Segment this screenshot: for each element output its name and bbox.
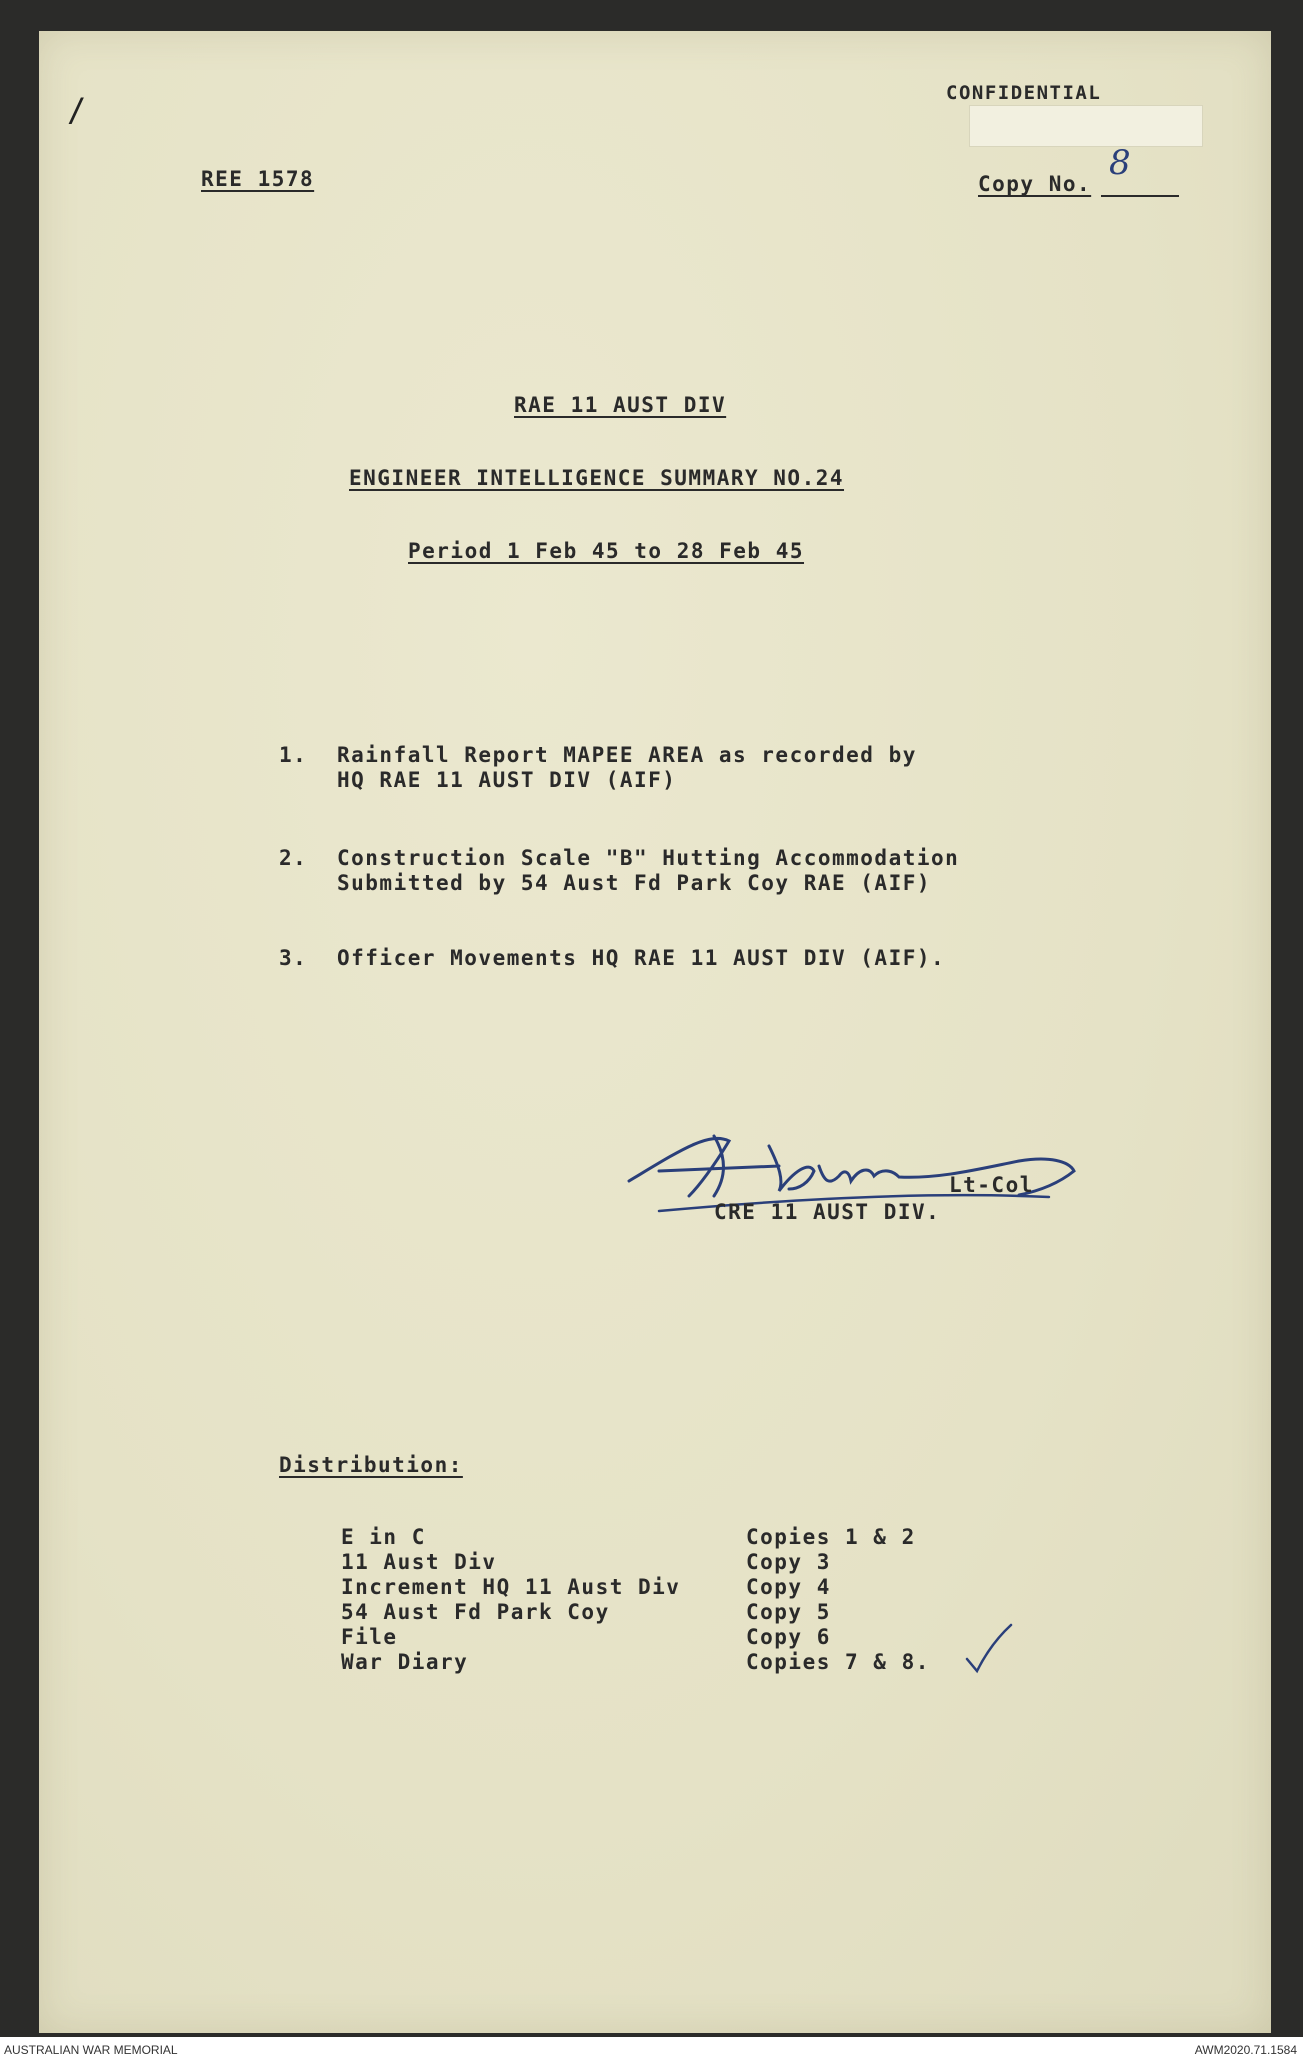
distribution-copies: Copy 5: [746, 1600, 831, 1624]
list-item-number: 1.: [279, 743, 308, 767]
distribution-heading: Distribution:: [279, 1453, 463, 1477]
table-row: [341, 1550, 1041, 1576]
list-item-line: Construction Scale "B" Hutting Accommodation: [337, 846, 960, 870]
distribution-recipient: 54 Aust Fd Park Coy: [341, 1600, 610, 1624]
distribution-recipient: 11 Aust Div: [341, 1550, 497, 1574]
document-page: [39, 31, 1271, 2033]
reference-number: REE 1578: [201, 167, 315, 191]
classification-label-box: [969, 105, 1203, 147]
distribution-copies: Copies 1 & 2: [746, 1525, 916, 1549]
list-item-line: Rainfall Report MAPEE AREA as recorded by: [337, 743, 917, 767]
signatory-rank: Lt-Col: [949, 1173, 1034, 1197]
distribution-copies: Copy 6: [746, 1625, 831, 1649]
title-summary: ENGINEER INTELLIGENCE SUMMARY NO.24: [349, 466, 845, 490]
distribution-recipient: Increment HQ 11 Aust Div: [341, 1575, 681, 1599]
distribution-copies: Copy 4: [746, 1575, 831, 1599]
title-unit: RAE 11 AUST DIV: [514, 393, 727, 417]
tick-mark: [959, 1621, 1019, 1681]
list-item-line: Submitted by 54 Aust Fd Park Coy RAE (AIF): [337, 871, 932, 895]
table-row: [341, 1575, 1041, 1601]
archive-name: AUSTRALIAN WAR MEMORIAL: [4, 2043, 178, 2057]
distribution-table: [341, 1525, 1141, 1695]
copy-number-line: [1101, 195, 1179, 197]
list-item-number: 2.: [279, 846, 308, 870]
distribution-recipient: File: [341, 1625, 398, 1649]
list-item-number: 3.: [279, 946, 308, 970]
table-row: [341, 1600, 1041, 1626]
archive-reference: AWM2020.71.1584: [1194, 2043, 1297, 2057]
archive-footer: [0, 2037, 1303, 2061]
copy-label: Copy No.: [978, 172, 1092, 196]
distribution-copies: Copy 3: [746, 1550, 831, 1574]
distribution-recipient: War Diary: [341, 1650, 469, 1674]
copy-number-handwritten: 8: [1109, 143, 1131, 183]
table-row: [341, 1525, 1041, 1551]
table-row: [341, 1650, 1041, 1676]
list-item-line: HQ RAE 11 AUST DIV (AIF): [337, 768, 677, 792]
title-period: Period 1 Feb 45 to 28 Feb 45: [408, 539, 805, 563]
distribution-copies: Copies 7 & 8.: [746, 1650, 930, 1674]
table-row: [341, 1625, 1041, 1651]
margin-mark: /: [67, 91, 88, 129]
classification-stamp: CONFIDENTIAL: [946, 82, 1102, 104]
list-item-line: Officer Movements HQ RAE 11 AUST DIV (AIF).: [337, 946, 946, 970]
signatory-title: CRE 11 AUST DIV.: [714, 1200, 941, 1224]
distribution-recipient: E in C: [341, 1525, 426, 1549]
